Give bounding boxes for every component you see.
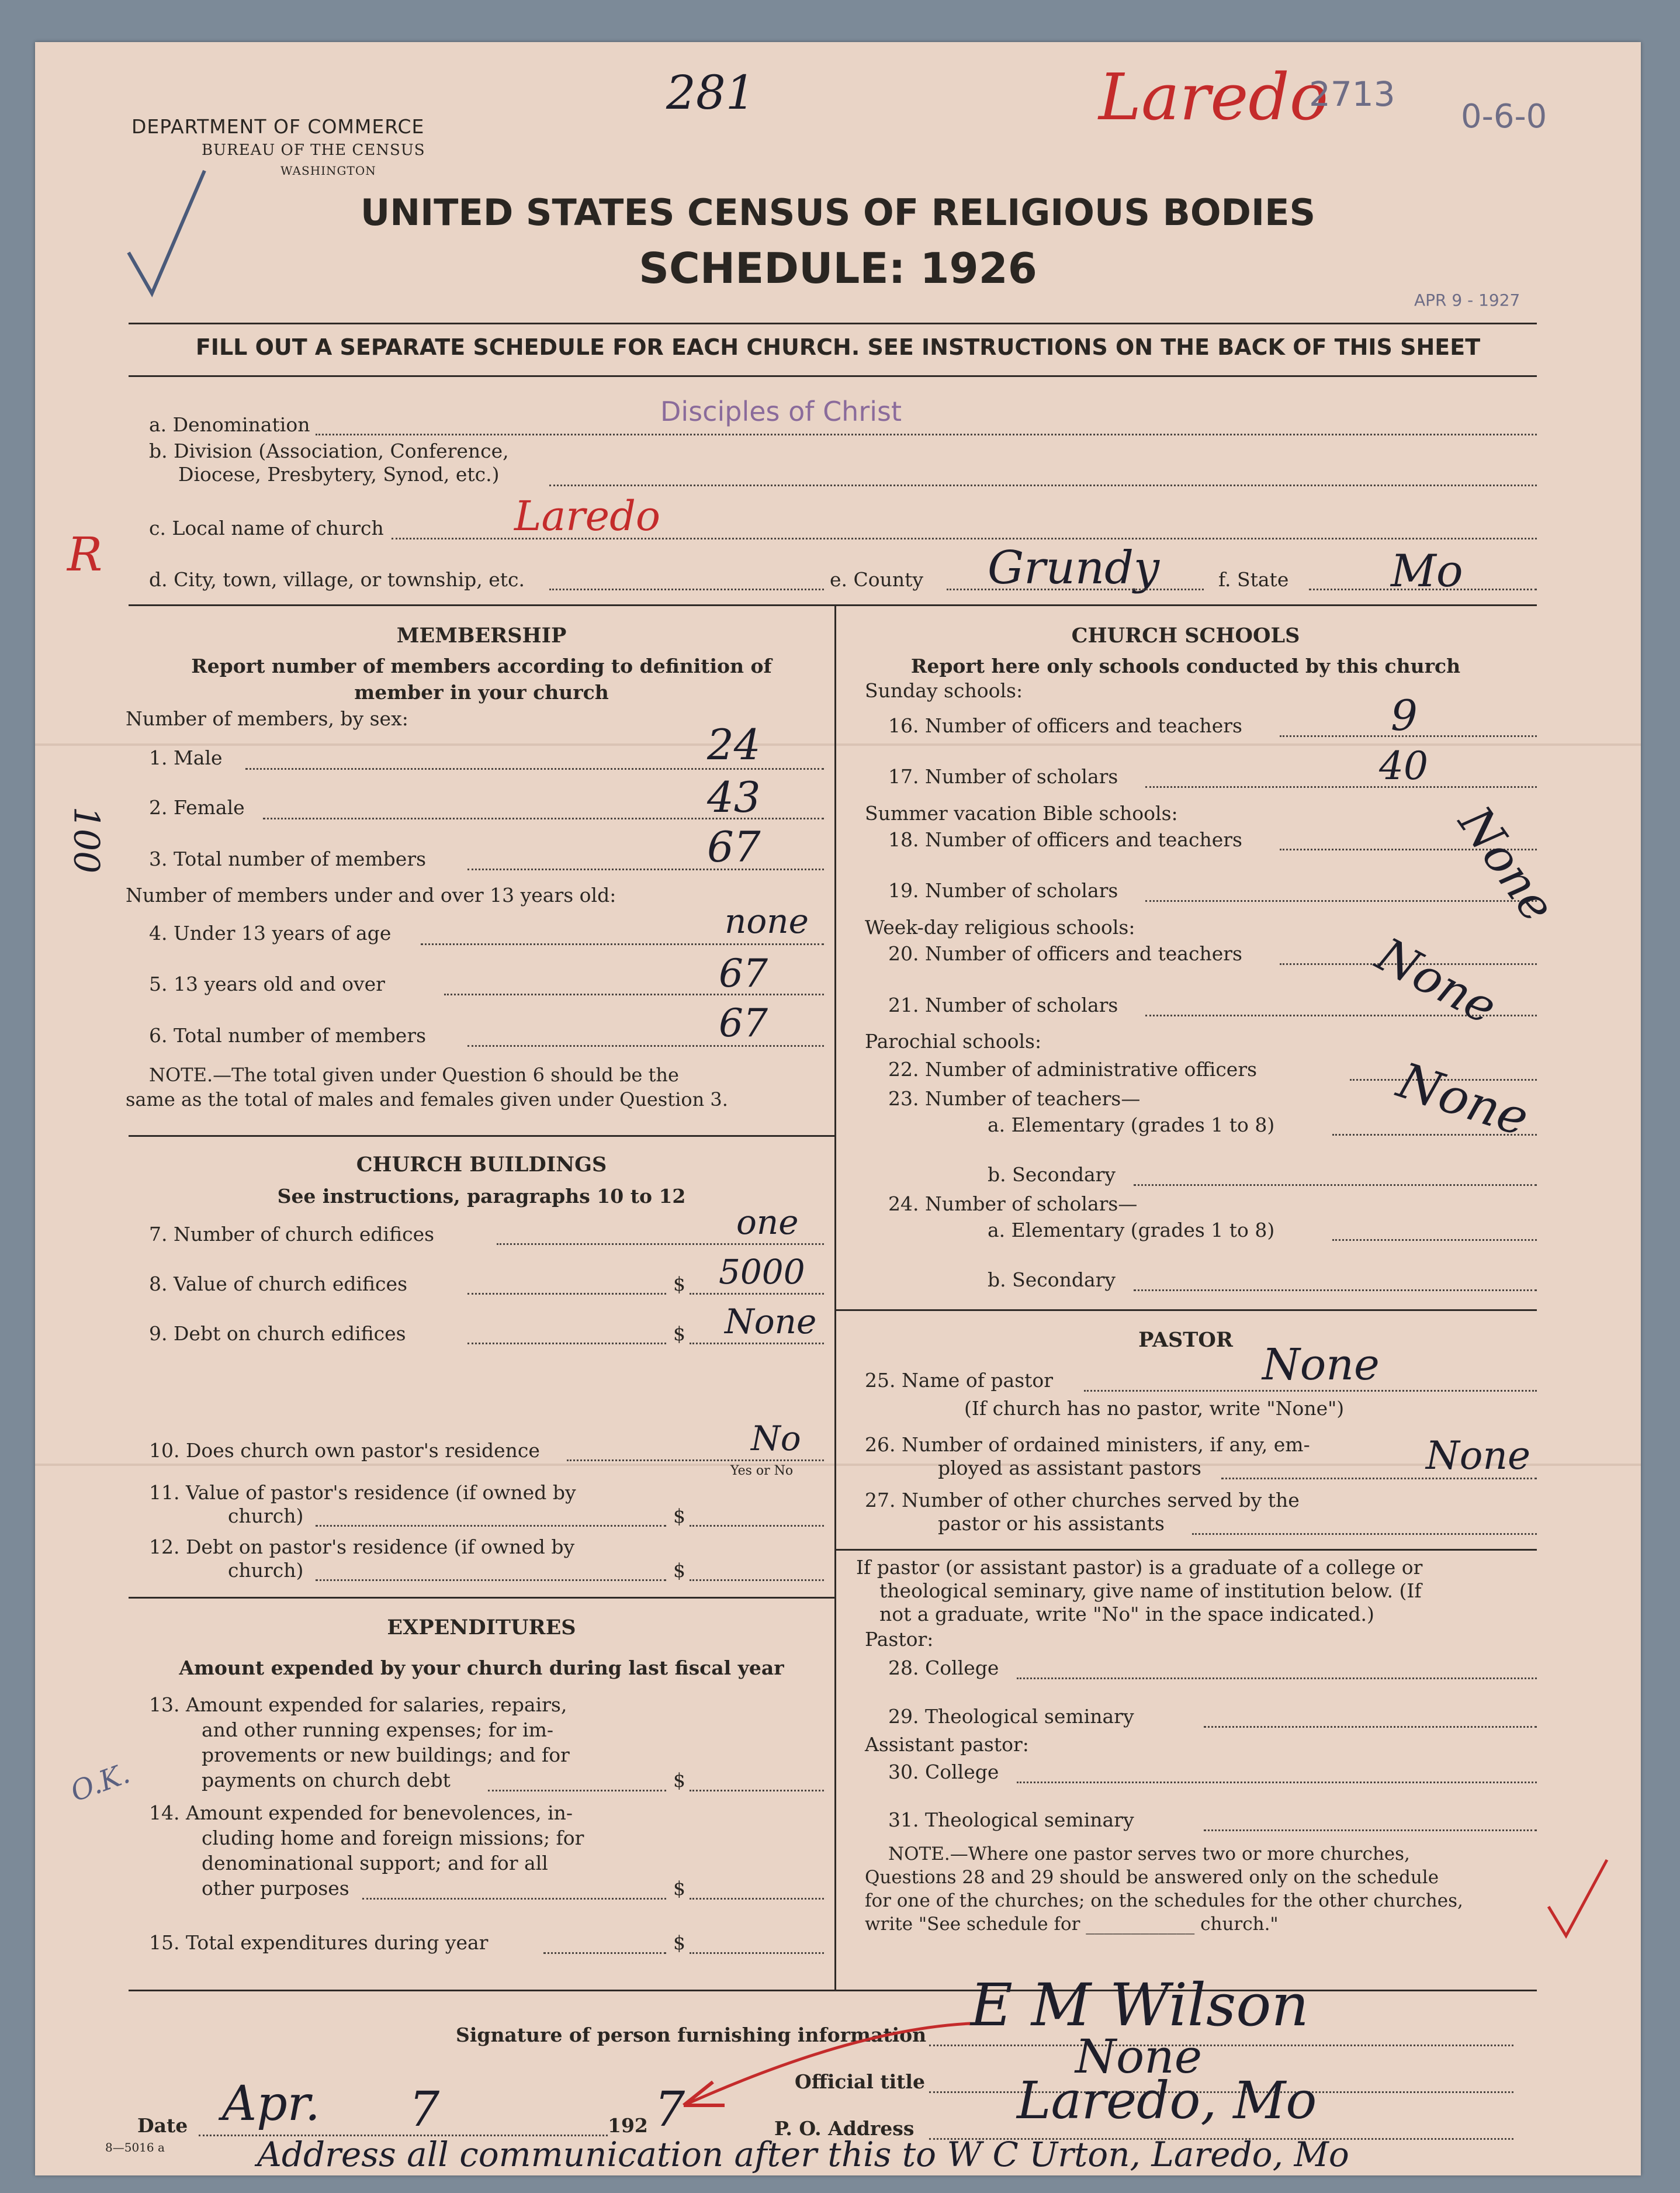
po-address-value[interactable]: Laredo, Mo: [1017, 2070, 1317, 2130]
ok-mark: O.K.: [66, 1757, 134, 1808]
q11-field[interactable]: [690, 1525, 824, 1527]
year-suffix-value[interactable]: 7: [654, 2082, 685, 2137]
state-label: f. State: [1218, 568, 1289, 591]
fill-line: [1134, 1184, 1537, 1186]
instruction-bar: FILL OUT A SEPARATE SCHEDULE FOR EACH CHURCH. SEE INSTRUCTIONS ON THE BACK OF THIS SHEET: [195, 334, 1481, 360]
check-mark-icon: [1543, 1854, 1613, 1942]
q13-label-cont: and other running expenses; for im-: [202, 1718, 554, 1741]
pastor-heading: PASTOR: [1138, 1328, 1233, 1352]
assistant-subheading: Assistant pastor:: [865, 1733, 1029, 1756]
rule: [129, 375, 1537, 377]
q23a-label: a. Elementary (grades 1 to 8): [988, 1113, 1275, 1136]
q7-label: 7. Number of church edifices: [149, 1223, 435, 1246]
buildings-heading: CHURCH BUILDINGS: [356, 1153, 607, 1177]
fill-line: [467, 1343, 666, 1344]
q4-label: 4. Under 13 years of age: [149, 922, 392, 945]
q13-label-cont: payments on church debt: [202, 1769, 451, 1791]
official-title-label: Official title: [795, 2070, 925, 2093]
q8-dollar: $: [673, 1272, 685, 1295]
q4-value[interactable]: none: [725, 901, 809, 941]
q5-value[interactable]: 67: [719, 951, 768, 996]
q5-label: 5. 13 years old and over: [149, 973, 385, 995]
parochial-schools-label: Parochial schools:: [865, 1030, 1042, 1053]
column-divider: [834, 604, 836, 1990]
division-field[interactable]: [549, 485, 1537, 486]
q13-label: 13. Amount expended for salaries, repairs,: [149, 1693, 567, 1716]
division-label-cont: Diocese, Presbytery, Synod, etc.): [178, 463, 500, 486]
fill-line: [1145, 900, 1537, 902]
fill-line: [316, 1579, 666, 1581]
fill-line: [690, 1293, 824, 1295]
q27-field[interactable]: [1192, 1533, 1537, 1535]
rule: [129, 1990, 1537, 1991]
q26-label-cont: ployed as assistant pastors: [938, 1457, 1201, 1479]
fill-line: [421, 943, 824, 945]
q14-label-cont: cluding home and foreign missions; for: [202, 1827, 584, 1849]
q25-value[interactable]: None: [1262, 1340, 1380, 1390]
pastor-note-cont: for one of the churches; on the schedules for the other churches,: [865, 1890, 1463, 1911]
q24-label: 24. Number of scholars—: [888, 1192, 1138, 1215]
q14-label: 14. Amount expended for benevolences, in-: [149, 1801, 573, 1824]
fill-line: [316, 434, 1537, 435]
division-label: b. Division (Association, Conference,: [149, 440, 509, 462]
graduate-instruction-cont: theological seminary, give name of institution below. (If: [879, 1579, 1422, 1602]
q26-label: 26. Number of ordained ministers, if any, em-: [865, 1433, 1310, 1456]
q12-field[interactable]: [690, 1579, 824, 1581]
rule: [834, 1549, 1537, 1551]
q12-label-cont: church): [228, 1559, 304, 1582]
q3-label: 3. Total number of members: [149, 848, 427, 870]
q12-label: 12. Debt on pastor's residence (if owned by: [149, 1535, 575, 1558]
q13-dollar: $: [673, 1769, 685, 1791]
fill-line: [488, 1790, 666, 1791]
q17-value[interactable]: 40: [1379, 743, 1428, 788]
q22-label: 22. Number of administrative officers: [888, 1058, 1258, 1081]
form-subtitle: SCHEDULE: 1926: [639, 244, 1037, 293]
membership-heading: MEMBERSHIP: [396, 624, 567, 648]
q6-label: 6. Total number of members: [149, 1024, 427, 1047]
q24b-field[interactable]: [1134, 1289, 1537, 1291]
q14-label-cont: other purposes: [202, 1877, 349, 1900]
red-arrow-icon: [649, 2018, 976, 2135]
q28-field[interactable]: [1017, 1677, 1537, 1679]
margin-mark: R: [67, 527, 103, 582]
q23-label: 23. Number of teachers—: [888, 1087, 1141, 1110]
handwritten-file-number: 281: [666, 65, 756, 120]
q20-label: 20. Number of officers and teachers: [888, 942, 1242, 965]
county-value[interactable]: Grundy: [988, 542, 1160, 594]
q21-label: 21. Number of scholars: [888, 994, 1118, 1016]
q15-dollar: $: [673, 1931, 685, 1954]
fill-line: [362, 1898, 666, 1900]
q26-value[interactable]: None: [1426, 1433, 1531, 1478]
stamp-code: 0-6-0: [1461, 98, 1547, 136]
q14-field[interactable]: [690, 1898, 824, 1900]
denomination-value[interactable]: Disciples of Christ: [660, 396, 902, 427]
stamp-number: 2713: [1309, 74, 1395, 114]
pastor-note: NOTE.—Where one pastor serves two or more churches,: [888, 1843, 1410, 1865]
fill-line: [947, 589, 1204, 590]
q8-label: 8. Value of church edifices: [149, 1272, 408, 1295]
fill-line: [543, 1952, 666, 1954]
census-schedule-sheet: [35, 42, 1641, 2175]
q9-value[interactable]: None: [725, 1302, 817, 1341]
handwritten-forwarding-note: Address all communication after this to W C Urton, Laredo, Mo: [257, 2135, 1349, 2174]
graduate-instruction: If pastor (or assistant pastor) is a graduate of a college or: [856, 1556, 1423, 1579]
county-label: e. County: [830, 568, 924, 591]
received-date-stamp: APR 9 - 1927: [1414, 290, 1520, 310]
q17-label: 17. Number of scholars: [888, 765, 1118, 788]
q12-dollar: $: [673, 1559, 685, 1582]
q28-label: 28. College: [888, 1656, 999, 1679]
membership-note: NOTE.—The total given under Question 6 should be the: [149, 1064, 679, 1086]
date-day-value[interactable]: 7: [409, 2082, 440, 2137]
fill-line: [1309, 589, 1537, 590]
form-number: 8—5016 a: [105, 2140, 165, 2154]
q13-field[interactable]: [690, 1790, 824, 1791]
date-label: Date: [137, 2114, 188, 2137]
q7-value[interactable]: one: [736, 1202, 799, 1242]
fill-line: [1084, 1390, 1537, 1392]
state-value[interactable]: Mo: [1391, 545, 1463, 597]
expenditures-subheading: Amount expended by your church during last fiscal year: [179, 1656, 784, 1679]
q27-label-cont: pastor or his assistants: [938, 1512, 1165, 1535]
q24b-label: b. Secondary: [988, 1268, 1116, 1291]
q27-label: 27. Number of other churches served by the: [865, 1489, 1300, 1511]
paper-fold: [35, 1464, 1641, 1466]
graduate-instruction-cont: not a graduate, write "No" in the space indicated.): [879, 1603, 1374, 1625]
q16-label: 16. Number of officers and teachers: [888, 714, 1242, 737]
membership-note-cont: same as the total of males and females given under Question 3.: [126, 1088, 728, 1111]
q14-dollar: $: [673, 1877, 685, 1900]
parochial-schools-value[interactable]: None: [1391, 1051, 1536, 1147]
q24a-label: a. Elementary (grades 1 to 8): [988, 1219, 1275, 1241]
denomination-label: a. Denomination: [149, 413, 310, 436]
q15-field[interactable]: [690, 1952, 824, 1954]
handwritten-place-name: Laredo: [1099, 60, 1328, 134]
q11-dollar: $: [673, 1504, 685, 1527]
membership-intro: Report number of members according to definition of: [191, 655, 772, 677]
form-title: UNITED STATES CENSUS OF RELIGIOUS BODIES: [360, 191, 1316, 234]
q2-label: 2. Female: [149, 796, 245, 819]
sunday-schools-label: Sunday schools:: [865, 679, 1023, 702]
date-month-value[interactable]: Apr.: [222, 2076, 320, 2132]
pastor-note-cont: Questions 28 and 29 should be answered only on the schedule: [865, 1867, 1439, 1888]
city-field[interactable]: [549, 589, 824, 590]
fill-line: [497, 1243, 824, 1245]
q3-value[interactable]: 67: [707, 822, 761, 871]
summer-schools-label: Summer vacation Bible schools:: [865, 802, 1178, 825]
age-groups-label: Number of members under and over 13 years old:: [126, 884, 616, 907]
weekday-schools-label: Week-day religious schools:: [865, 916, 1135, 939]
fill-line: [467, 869, 824, 870]
year-prefix: 192: [608, 2114, 648, 2137]
rule: [129, 323, 1537, 324]
q9-dollar: $: [673, 1322, 685, 1345]
q1-value[interactable]: 24: [707, 720, 761, 769]
margin-note: 100: [65, 806, 107, 874]
expenditures-heading: EXPENDITURES: [387, 1616, 576, 1639]
bureau-name: BUREAU OF THE CENSUS: [202, 141, 425, 159]
fill-line: [567, 1459, 824, 1461]
q29-field[interactable]: [1204, 1726, 1537, 1728]
rule: [129, 604, 1537, 606]
q24a-field[interactable]: [1332, 1239, 1537, 1241]
q15-label: 15. Total expenditures during year: [149, 1931, 489, 1954]
fill-line: [316, 1525, 666, 1527]
pastor-subheading: Pastor:: [865, 1628, 934, 1651]
fill-line: [1145, 786, 1537, 788]
q2-value[interactable]: 43: [707, 773, 761, 822]
q10-label: 10. Does church own pastor's residence: [149, 1439, 540, 1462]
q25-note: (If church has no pastor, write "None"): [964, 1397, 1345, 1420]
q8-value[interactable]: 5000: [719, 1252, 805, 1292]
fill-line: [929, 2045, 1513, 2046]
q6-value[interactable]: 67: [719, 1001, 768, 1046]
department-name: DEPARTMENT OF COMMERCE: [131, 115, 425, 138]
po-address-label: P. O. Address: [774, 2117, 915, 2140]
q23b-label: b. Secondary: [988, 1163, 1116, 1186]
q29-label: 29. Theological seminary: [888, 1705, 1134, 1728]
q30-label: 30. College: [888, 1760, 999, 1783]
q25-label: 25. Name of pastor: [865, 1369, 1054, 1392]
q18-label: 18. Number of officers and teachers: [888, 828, 1242, 851]
city-label: d. City, town, village, or township, etc.: [149, 568, 525, 591]
buildings-subheading: See instructions, paragraphs 10 to 12: [277, 1185, 686, 1208]
q11-label-cont: church): [228, 1504, 304, 1527]
fill-line: [467, 1293, 666, 1295]
signature-label: Signature of person furnishing information: [456, 2023, 927, 2046]
fill-line: [467, 1045, 824, 1047]
local-name-label: c. Local name of church: [149, 517, 384, 539]
schools-heading: CHURCH SCHOOLS: [1071, 624, 1300, 648]
schools-intro: Report here only schools conducted by this church: [910, 655, 1461, 677]
q11-label: 11. Value of pastor's residence (if owned by: [149, 1481, 576, 1504]
q14-label-cont: denominational support; and for all: [202, 1852, 548, 1874]
weekday-schools-value[interactable]: None: [1367, 927, 1506, 1035]
q19-label: 19. Number of scholars: [888, 879, 1118, 902]
local-name-value[interactable]: Laredo: [514, 492, 661, 540]
q10-value[interactable]: No: [751, 1419, 801, 1458]
rule: [834, 1309, 1537, 1311]
pastor-note-cont: write "See schedule for ____________ church.": [865, 1914, 1279, 1935]
summer-schools-value[interactable]: None: [1448, 796, 1565, 932]
members-by-sex-label: Number of members, by sex:: [126, 707, 408, 730]
q30-field[interactable]: [1017, 1782, 1537, 1783]
q31-label: 31. Theological seminary: [888, 1808, 1134, 1831]
signature-value[interactable]: E M Wilson: [970, 1971, 1309, 2039]
bureau-city: WASHINGTON: [280, 164, 376, 178]
yes-no-hint: Yes or No: [730, 1464, 794, 1478]
rule: [129, 1597, 834, 1599]
membership-intro-cont: member in your church: [354, 681, 609, 704]
q1-label: 1. Male: [149, 746, 223, 769]
fill-line: [690, 1343, 824, 1344]
official-title-value[interactable]: None: [1075, 2029, 1203, 2084]
fill-line: [392, 538, 1537, 539]
q9-label: 9. Debt on church edifices: [149, 1322, 406, 1345]
q16-value[interactable]: 9: [1391, 691, 1418, 740]
rule: [129, 1135, 834, 1137]
q31-field[interactable]: [1204, 1829, 1537, 1831]
q13-label-cont: provements or new buildings; and for: [202, 1744, 570, 1766]
